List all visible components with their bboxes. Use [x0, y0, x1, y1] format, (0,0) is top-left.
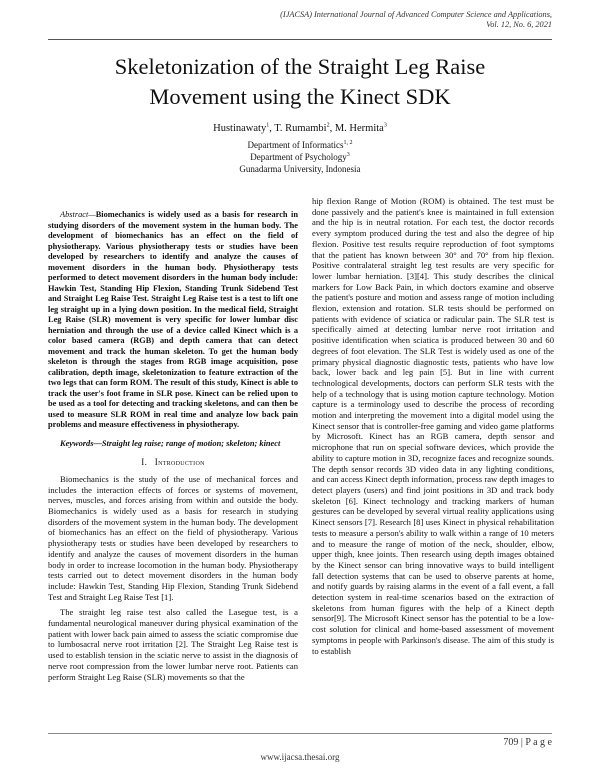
- section-number: I.: [141, 457, 148, 468]
- page-number: 709 | P a g e: [503, 737, 552, 748]
- title-line-1: Skeletonization of the Straight Leg Raise: [114, 54, 486, 79]
- section-title: Introduction: [154, 457, 205, 468]
- abstract: [48, 210, 298, 431]
- author-3-affil: 3: [383, 122, 387, 129]
- abstract-label: Abstract—: [60, 210, 96, 219]
- affiliation-psychology: Department of Psychology$^3$: [250, 152, 350, 162]
- journal-header: [192, 10, 552, 30]
- abstract-text: Biomechanics is widely used as a basis for research in studying disorders of the movement system in the human body. The development of biomechanics has an effect on the field of physiotherapy. Various physiotherapy tests or studies have been developed by researchers to identify and analyze the causes of movement disorders in the human body. Physiotherapy tests performed to detect movement disorders in the human body include: Hawkin Test, Standing Hip Flexion, Standing Trunk Sidebend Test and Straight Leg Raise Test. Straight Leg Raise test is a test to lift one leg straight up in a lying down position. In the medical field, Straight Leg Raise (SLR) movement is very specific for lower lumbar disc herniation and through the use of a device called Kinect which is a color based camera (RGB) and depth camera that can detect movement and track the human skeleton. To get the human body skeleton is through the stages from RGB image acquisition, pose calibration, depth image, skeletonization to feature extraction of the two legs that can form ROM. The result of this study, Kinect is able to track the user's foot frame in SLR pose. Kinect can be relied upon to be used as a tool for detecting and tracking skeletons, and can then be used to measure SLR ROM in real time and analyze low back pain problems and measure effectiveness in physiotherapy.: [48, 210, 298, 429]
- header-divider: [48, 39, 552, 40]
- section-heading-introduction: [48, 457, 298, 468]
- author-3: M. Hermita: [334, 123, 384, 134]
- author-1: Hustinawaty: [213, 123, 267, 134]
- author-2-affil: 2: [326, 122, 330, 129]
- footer-divider: [48, 733, 552, 734]
- intro-paragraph-1: Biomechanics is the study of the use of mechanical forces and includes the interaction effects of forces or systems of movement, nerves, muscles, and forces arising from within and outside the body. Biomechanics is widely used as a basis for research in studying disorders of the movement system in the human body. The development of biomechanics has an effect on the field of physiotherapy. Various physiotherapy tests or studies have been developed by researchers to identify and analyze the causes of movement disorders in the human body in order to increase locomotion in the human body. Physiotherapy tests carried out to detect movement disorders in the human body include: Hawkin Test, Standing Hip Flexion, Standing Trunk Sidebend Test and Straight Leg Raise Test [1].: [48, 473, 298, 602]
- journal-volume: Vol. 12, No. 6, 2021: [486, 20, 552, 29]
- author-2: T. Rumambi: [274, 123, 327, 134]
- author-1-affil: 1: [266, 122, 270, 129]
- intro-paragraph-2: The straight leg raise test also called the Lasegue test, is a fundamental neurological maneuver during physical examination of the patient with lower back pain aimed to assess the sciatic compromise due to lumbosacral nerve root irritation [2]. The Straight Leg Raise test is used to establish tension in the sciatic nerve to assist in the diagnosis of nerve root compression from the lower lumbar nerve root. Patients can perform Straight Leg Raise (SLR) movements so that the: [48, 607, 298, 682]
- affiliations: [48, 139, 552, 175]
- journal-name: (IJACSA) International Journal of Advanced Computer Science and Applications,: [280, 10, 552, 19]
- journal-url[interactable]: www.ijacsa.thesai.org: [260, 752, 340, 762]
- right-column: [312, 196, 554, 656]
- paper-title: [48, 52, 552, 112]
- affiliation-informatics: Department of Informatics$^{1, 2}$: [247, 140, 353, 150]
- keywords: Keywords—Straight leg raise; range of motion; skeleton; kinect: [60, 438, 281, 448]
- left-column: [48, 210, 298, 682]
- right-column-paragraph: hip flexion Range of Motion (ROM) is obtained. The test must be done passively and the patient's knee is maintained in full extension and the hip is in neutral rotation. For each test, the doctor records every symptom produced during the test and also the degree of hip flexion. Positive test results require reproduction of foot symptoms that the patient has known between 30° and 70° from hip flexion. Positive contralateral straight leg test results are very specific for lower lumbar herniation. [3][4]. This study describes the clinical markers for Low Back Pain, in which doctors examine and observe the patient's posture and motion and assess range of motion including flexion, extension and rotation. SLR tests should be performed on patients with evidence of sciatica or radicular pain. The SLR test is specifically aimed at detecting lumbar nerve root irritation and positive identification when sciatica is produced between 30 and 60 degrees of foot elevation. The SLR Test is widely used as one of the primary physical diagnostic diagnostic tests, patients who have low back, lower back and leg pain [5]. But in line with current technological developments, doctors can perform SLR tests with the help of a technology that is using motion capture technology. Motion capture is a terminology used to describe the process of recording motion and interpreting the movement into a digital model using the Kinect sensor that is controller-free gaming and video game platforms by Microsoft. Kinect has an RGB camera, depth sensor and microphone that run on special software devices, which provide the ability to capture motion in 3D, recognize faces and recognize sounds. The depth sensor records 3D video data in any lighting conditions, and can access Kinect depth information, process raw depth images to detect players (users) and find joint positions in 3D and track body skeleton [6]. Kinect technology and tracking markers of human gestures can be developed by several virtual reality applications using Kinect sensors [7]. Research [8] uses Kinect in physical rehabilitation tests to measure a person's ability to walk within a range of 10 meters and to measure the range of motion of the neck, shoulder, elbow, upper thigh, knee joints. Then research using depth images obtained by the Kinect sensor can bring innovative ways to build intelligent fall detection systems that can be used to observe parents at home, and notify guards by raising alarms in the event of a fall event, a fall detection system in real-time scenarios based on the extraction of skeletons from human figures with the help of a Kinect depth sensor[9]. The Microsoft Kinect sensor has the potential to be a low-cost solution for clinical and home-based assessment of movement symptoms in people with Parkinson's disease. The aim of this study is to establish: [312, 196, 554, 656]
- author-list: Hustinawaty$^1$, T. Rumambi$^2$, M. Hermita$^3$: [213, 122, 387, 134]
- title-line-2: Movement using the Kinect SDK: [149, 84, 451, 109]
- affiliation-university: Gunadarma University, Indonesia: [239, 164, 361, 174]
